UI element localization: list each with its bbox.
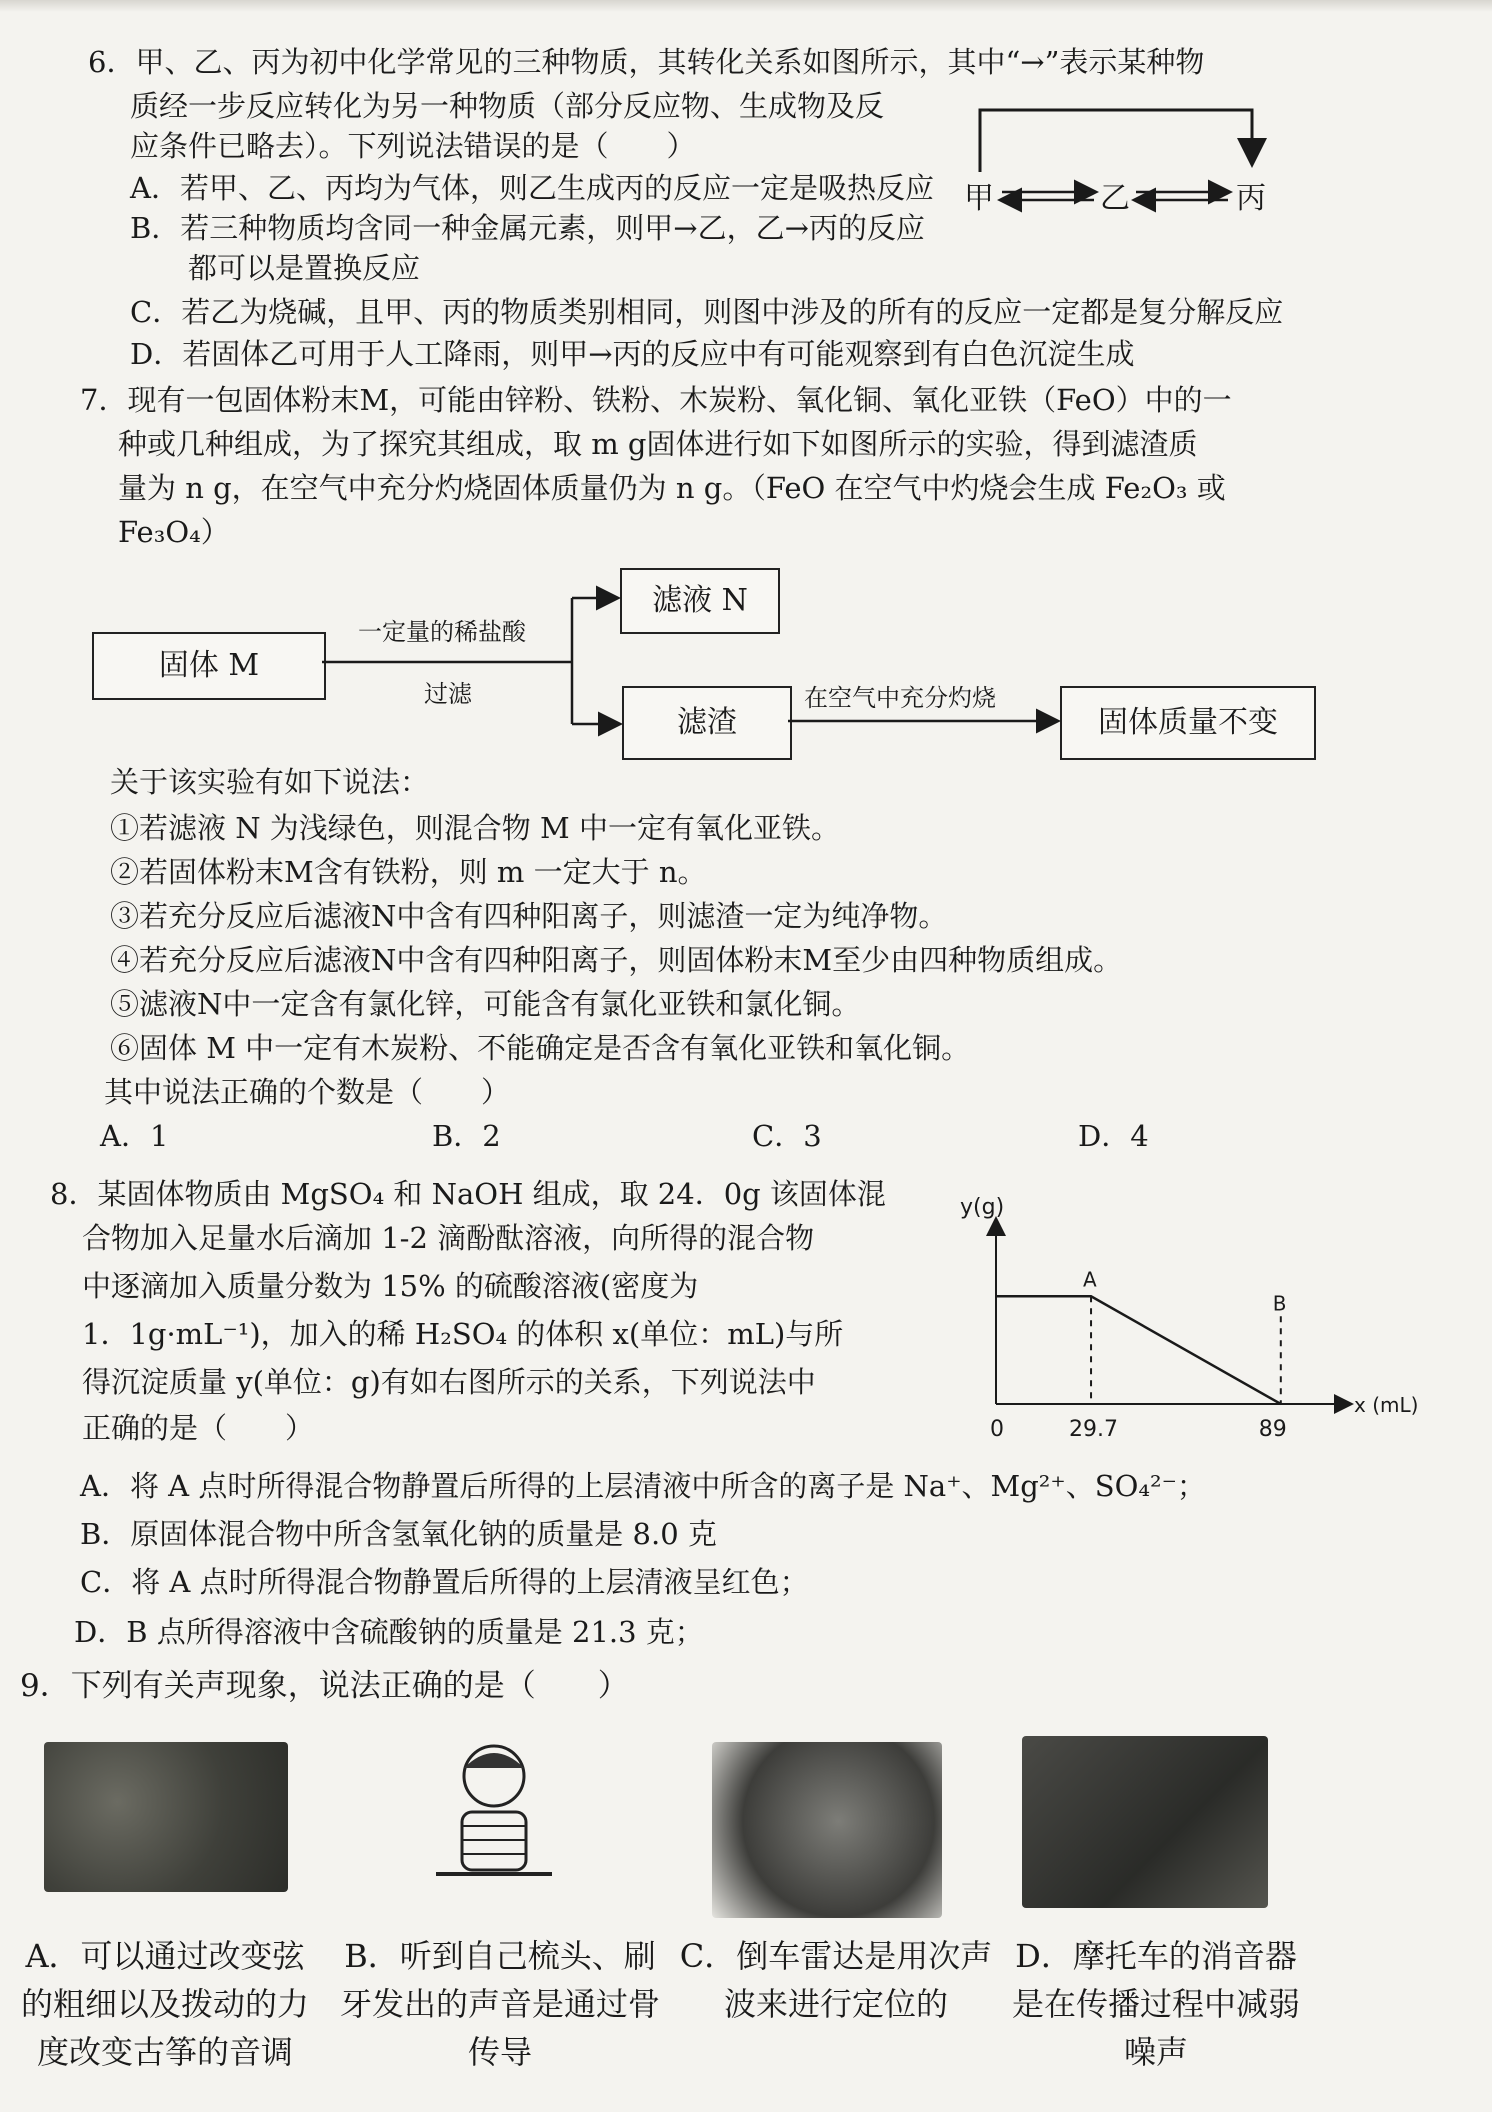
q7-statement-1: ①若滤液 N 为浅绿色，则混合物 M 中一定有氧化亚铁。 xyxy=(110,811,840,845)
q6-line-1: 6．甲、乙、丙为初中化学常见的三种物质，其转化关系如图所示，其中“→”表示某种物 xyxy=(88,45,1205,79)
diagram-node-b: 乙 xyxy=(1100,181,1130,216)
point-label-b: B xyxy=(1272,1291,1287,1316)
q7-statement-2: ②若固体粉末M含有铁粉，则 m 一定大于 n。 xyxy=(110,855,707,889)
flow-filtrate-n: 滤液 N xyxy=(620,568,780,634)
guzheng-photo xyxy=(44,1742,288,1892)
motorcycle-muffler-photo xyxy=(1022,1736,1268,1908)
x-axis-label: x (mL) xyxy=(1354,1393,1419,1417)
point-label-a: A xyxy=(1083,1267,1097,1292)
flow-solid-m: 固体 M xyxy=(92,632,326,700)
q8-line-3: 中逐滴加入质量分数为 15% 的硫酸溶液(密度为 xyxy=(82,1269,699,1303)
q8-line-4: 1．1g·mL⁻¹)，加入的稀 H₂SO₄ 的体积 x(单位：mL)与所 xyxy=(82,1317,844,1351)
q7-statement-6: ⑥固体 M 中一定有木炭粉、不能确定是否含有氧化亚铁和氧化铜。 xyxy=(110,1031,971,1065)
q6-option-b-cont: 都可以是置换反应 xyxy=(130,251,421,285)
precipitate-line xyxy=(996,1296,1281,1404)
q7-intro: 关于该实验有如下说法： xyxy=(110,765,430,799)
q7-line-4: Fe₃O₄） xyxy=(118,515,230,549)
diagram-node-a: 甲 xyxy=(964,181,994,216)
q7-option-b: B．2 xyxy=(432,1119,501,1153)
q6-option-b: B．若三种物质均含同一种金属元素，则甲→乙，乙→丙的反应 xyxy=(130,211,925,245)
q9-caption-d: D．摩托车的消音器是在传播过程中减弱噪声 xyxy=(1011,1937,1300,2071)
q8-option-b: B．原固体混合物中所含氢氧化钠的质量是 8.0 克 xyxy=(80,1517,717,1551)
q7-line-2: 种或几种组成，为了探究其组成，取 m g固体进行如下如图所示的实验，得到滤渣质 xyxy=(118,427,1198,461)
x-tick-label: 0 xyxy=(990,1417,1004,1442)
q7-line-1: 7．现有一包固体粉末M，可能由锌粉、铁粉、木炭粉、氧化铜、氧化亚铁（FeO）中的一 xyxy=(80,383,1232,417)
q8-precipitate-chart xyxy=(940,1190,1419,1442)
q9-caption-b: B．听到自己梳头、刷牙发出的声音是通过骨传导 xyxy=(340,1937,661,2071)
flow-residue: 滤渣 xyxy=(622,686,792,760)
diagram-node-c: 丙 xyxy=(1236,181,1266,216)
q6-line-3: 应条件已略去）。下列说法错误的是（ ） xyxy=(130,129,696,163)
x-tick-label: 29.7 xyxy=(1069,1417,1119,1442)
top-shadow xyxy=(0,0,1492,12)
q8-line-1: 8．某固体物质由 MgSO₄ 和 NaOH 组成，取 24．0g 该固体混 xyxy=(50,1177,886,1211)
q7-statement-5: ⑤滤液N中一定含有氯化锌，可能含有氯化亚铁和氯化铜。 xyxy=(110,987,861,1021)
q9-caption-a: A．可以通过改变弦的粗细以及拨动的力度改变古筝的音调 xyxy=(20,1937,309,2071)
q9-caption-c: C．倒车雷达是用次声波来进行定位的 xyxy=(679,1937,993,2023)
toothbrush-illustration xyxy=(432,1734,556,1894)
q6-line-2: 质经一步反应转化为另一种物质（部分反应物、生成物及反 xyxy=(130,89,885,123)
q7-line-3: 量为 n g，在空气中充分灼烧固体质量仍为 n g。（FeO 在空气中灼烧会生成 Fe₂O₃ 或 xyxy=(118,471,1226,505)
q7-statement-4: ④若充分反应后滤液N中含有四种阳离子，则固体粉末M至少由四种物质组成。 xyxy=(110,943,1123,977)
q7-statement-3: ③若充分反应后滤液N中含有四种阳离子，则滤渣一定为纯净物。 xyxy=(110,899,948,933)
q6-option-d: D．若固体乙可用于人工降雨，则甲→丙的反应中有可能观察到有白色沉淀生成 xyxy=(130,337,1135,371)
flow-burn-label: 在空气中充分灼烧 xyxy=(804,684,996,712)
q8-option-d: D．B 点所得溶液中含硫酸钠的质量是 21.3 克； xyxy=(74,1615,704,1649)
q8-option-c: C．将 A 点时所得混合物静置后所得的上层清液呈红色； xyxy=(80,1565,809,1599)
q8-option-a: A．将 A 点时所得混合物静置后所得的上层清液中所含的离子是 Na⁺、Mg²⁺、SO₄²⁻； xyxy=(80,1469,1206,1503)
q7-option-c: C．3 xyxy=(752,1119,822,1153)
x-tick-label: 89 xyxy=(1258,1417,1287,1442)
q6-option-a: A．若甲、乙、丙均为气体，则乙生成丙的反应一定是吸热反应 xyxy=(130,171,934,205)
parking-radar-photo xyxy=(712,1742,942,1918)
flow-filter-label: 过滤 xyxy=(424,680,472,708)
y-axis-label: y(g) xyxy=(960,1195,1005,1220)
q9-question: 9．下列有关声现象，说法正确的是（ ） xyxy=(20,1668,629,1704)
flow-result: 固体质量不变 xyxy=(1060,686,1316,760)
q8-line-6: 正确的是（ ） xyxy=(82,1411,315,1445)
q8-line-5: 得沉淀质量 y(单位：g)有如右图所示的关系，下列说法中 xyxy=(82,1365,816,1399)
q7-question: 其中说法正确的个数是（ ） xyxy=(104,1075,511,1109)
q7-option-d: D．4 xyxy=(1078,1119,1149,1153)
q6-option-c: C．若乙为烧碱，且甲、丙的物质类别相同，则图中涉及的所有的反应一定都是复分解反应 xyxy=(130,295,1284,329)
q7-option-a: A．1 xyxy=(100,1119,169,1153)
q6-conversion-diagram xyxy=(960,100,1280,220)
q8-line-2: 合物加入足量水后滴加 1-2 滴酚酞溶液，向所得的混合物 xyxy=(82,1221,815,1255)
flow-reagent-label: 一定量的稀盐酸 xyxy=(358,618,526,646)
